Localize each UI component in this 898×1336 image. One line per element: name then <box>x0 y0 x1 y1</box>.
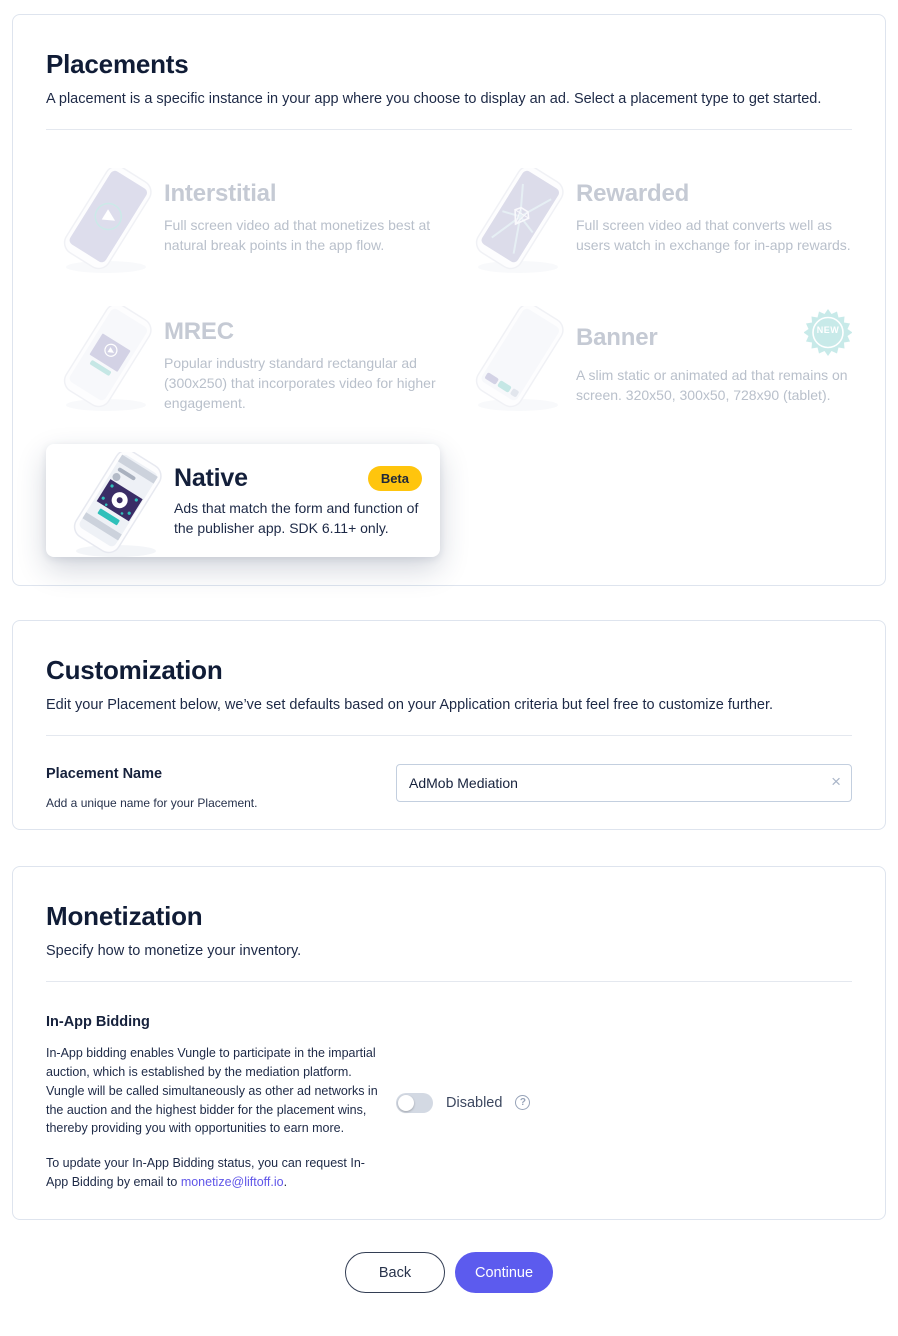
divider <box>46 981 852 982</box>
monetization-subtitle: Specify how to monetize your inventory. <box>46 943 302 959</box>
in-app-bidding-status: Disabled <box>446 1094 503 1111</box>
placement-name-row <box>46 764 852 810</box>
request-note-text: To update your In-App Bidding status, you can request In-App Bidding by email to <box>46 1156 365 1189</box>
customization-title: Customization <box>46 655 223 685</box>
in-app-bidding-label: In-App Bidding <box>46 1014 150 1031</box>
beta-badge: Beta <box>368 466 422 491</box>
placement-type-title: Interstitial <box>164 180 277 208</box>
back-button[interactable]: Back <box>345 1252 445 1293</box>
banner-phone-icon <box>458 306 576 412</box>
placement-type-title: MREC <box>164 318 234 346</box>
divider <box>46 129 852 130</box>
clear-input-icon[interactable]: × <box>831 772 841 792</box>
placements-card <box>12 14 886 586</box>
placement-type-banner[interactable] <box>458 306 852 432</box>
placement-type-description: A slim static or animated ad that remains on screen. 320x50, 300x50, 728x90 (tablet). <box>576 367 848 404</box>
mrec-phone-icon <box>46 306 164 412</box>
in-app-bidding-row <box>46 1012 852 1191</box>
new-badge <box>804 308 852 358</box>
new-badge-label: NEW <box>816 325 840 336</box>
continue-button[interactable]: Continue <box>455 1252 553 1293</box>
placement-type-description: Ads that match the form and function of the publisher app. SDK 6.11+ only. <box>174 500 419 537</box>
divider <box>46 735 852 736</box>
placement-type-title: Native <box>174 464 248 493</box>
in-app-bidding-request-note <box>46 1154 382 1192</box>
footer-actions <box>0 1252 898 1323</box>
placement-name-label: Placement Name <box>46 766 163 783</box>
in-app-bidding-toggle[interactable] <box>396 1093 433 1113</box>
placement-type-title: Banner <box>576 324 658 352</box>
in-app-bidding-description: In-App bidding enables Vungle to participate in the impartial auction, which is established by the mediation platform. Vungle will be called simultaneously as other ad networks in the auction and the highest bidder for the placement wins, thereby providing you with opportunities to earn more. <box>46 1046 378 1136</box>
customization-card <box>12 620 886 830</box>
placement-name-input[interactable] <box>396 764 852 802</box>
placement-type-interstitial[interactable] <box>46 168 440 294</box>
placements-subtitle: A placement is a specific instance in your app where you choose to display an ad. Select a placement type to get started. <box>46 91 822 107</box>
monetize-email-link[interactable]: monetize@liftoff.io <box>180 1174 284 1189</box>
monetization-card <box>12 866 886 1220</box>
native-phone-icon <box>56 452 174 558</box>
placement-name-help: Add a unique name for your Placement. <box>46 796 258 811</box>
placements-title: Placements <box>46 49 189 79</box>
customization-subtitle: Edit your Placement below, we’ve set defaults based on your Application criteria but feel free to customize further. <box>46 697 774 713</box>
help-icon[interactable]: ? <box>515 1095 530 1110</box>
rewarded-phone-icon <box>458 168 576 274</box>
request-note-suffix: . <box>283 1174 288 1189</box>
monetization-title: Monetization <box>46 901 203 931</box>
placement-type-grid <box>46 168 852 557</box>
placement-type-description: Popular industry standard rectangular ad (300x250) that incorporates video for higher engagement. <box>164 355 436 412</box>
toggle-knob <box>398 1095 414 1111</box>
placement-type-description: Full screen video ad that converts well as users watch in exchange for in-app rewards. <box>576 217 851 254</box>
grid-spacer <box>458 444 852 557</box>
placement-type-mrec[interactable] <box>46 306 440 432</box>
placement-type-description: Full screen video ad that monetizes best at natural break points in the app flow. <box>164 217 431 254</box>
placement-type-native-selected[interactable] <box>46 444 440 557</box>
placement-type-title: Rewarded <box>576 180 690 208</box>
interstitial-phone-icon <box>46 168 164 274</box>
placement-type-rewarded[interactable] <box>458 168 852 294</box>
